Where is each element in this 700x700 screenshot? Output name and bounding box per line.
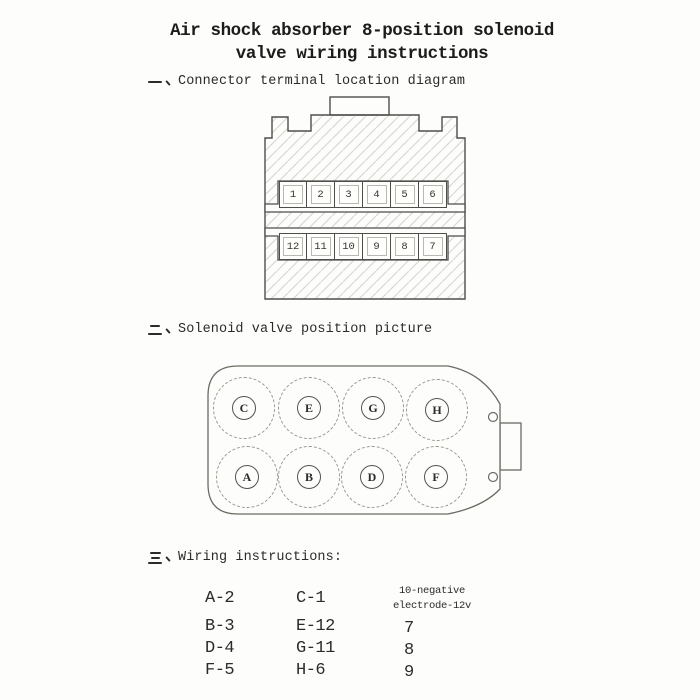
cjk-numeral-two-icon (148, 323, 162, 337)
terminal-number: 6 (423, 185, 443, 204)
wiring-cell-D-4: D-4 (205, 639, 235, 658)
terminal-cell-8 (391, 233, 419, 260)
wiring-cell-G-11: G-11 (296, 639, 335, 658)
section-1-heading-text: Connector terminal location diagram (178, 74, 466, 89)
valve-side-tab (500, 423, 521, 470)
terminal-cell-9 (363, 233, 391, 260)
section-2-heading-text: Solenoid valve position picture (178, 322, 433, 337)
terminal-number: 5 (395, 185, 415, 204)
mounting-hole-bottom (489, 473, 498, 482)
terminal-number: 11 (311, 237, 331, 256)
page-title (0, 20, 700, 66)
section-2-heading (148, 322, 432, 337)
wiring-col3-header (385, 584, 479, 614)
mounting-hole-top (489, 413, 498, 422)
terminal-row-bottom (279, 233, 447, 260)
valve-position-label: D (360, 465, 384, 489)
connector-terminal-diagram (255, 95, 470, 305)
wiring-cell-pin-7: 7 (404, 619, 414, 638)
valve-position-label: F (424, 465, 448, 489)
wiring-cell-A-2: A-2 (205, 589, 235, 608)
title-line-1: Air shock absorber 8-position solenoid (170, 21, 554, 41)
terminal-number: 10 (339, 237, 359, 256)
valve-position-label: C (232, 396, 256, 420)
wiring-cell-C-1: C-1 (296, 589, 326, 608)
wiring-col3-header-line2: electrode-12v (392, 600, 471, 612)
terminal-number: 3 (339, 185, 359, 204)
valve-position-label: A (235, 465, 259, 489)
terminal-cell-6 (419, 181, 447, 208)
terminal-cell-10 (335, 233, 363, 260)
terminal-cell-12 (279, 233, 307, 260)
terminal-number: 1 (283, 185, 303, 204)
wiring-cell-pin-8: 8 (404, 641, 414, 660)
wiring-cell-H-6: H-6 (296, 661, 326, 680)
wiring-cell-pin-9: 9 (404, 663, 414, 682)
terminal-row-top (279, 181, 447, 208)
terminal-number: 9 (367, 237, 387, 256)
cjk-comma-icon (164, 324, 172, 336)
cjk-comma-icon (164, 76, 172, 88)
terminal-cell-3 (335, 181, 363, 208)
terminal-number: 12 (283, 237, 303, 256)
title-line-2: valve wiring instructions (235, 44, 489, 64)
terminal-cell-4 (363, 181, 391, 208)
terminal-number: 8 (395, 237, 415, 256)
valve-position-label: H (425, 398, 449, 422)
terminal-number: 4 (367, 185, 387, 204)
wiring-cell-F-5: F-5 (205, 661, 235, 680)
wiring-cell-B-3: B-3 (205, 617, 235, 636)
terminal-cell-7 (419, 233, 447, 260)
valve-position-label: B (297, 465, 321, 489)
terminal-cell-5 (391, 181, 419, 208)
wiring-cell-E-12: E-12 (296, 617, 335, 636)
terminal-cell-1 (279, 181, 307, 208)
terminal-cell-2 (307, 181, 335, 208)
terminal-number: 2 (311, 185, 331, 204)
connector-top-tab (330, 97, 389, 115)
section-1-heading (148, 74, 465, 89)
valve-position-label: G (361, 396, 385, 420)
terminal-number: 7 (423, 237, 443, 256)
cjk-numeral-one-icon (148, 75, 162, 89)
solenoid-valve-diagram (200, 360, 535, 525)
valve-position-label: E (297, 396, 321, 420)
terminal-cell-11 (307, 233, 335, 260)
section-3-heading (148, 550, 342, 565)
section-3-heading-text: Wiring instructions: (178, 550, 343, 565)
cjk-numeral-three-icon (148, 551, 162, 565)
cjk-comma-icon (164, 552, 172, 564)
wiring-col3-header-line1: 10-negative (398, 585, 465, 597)
